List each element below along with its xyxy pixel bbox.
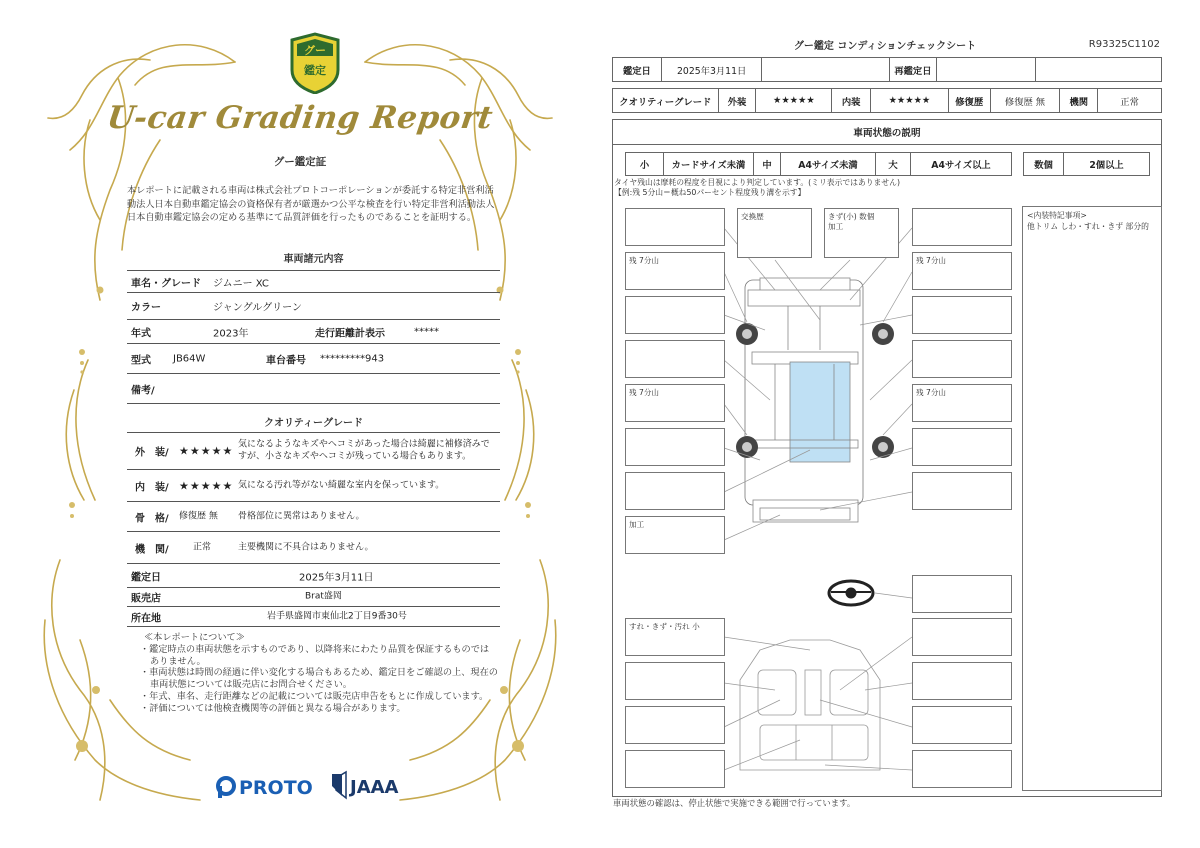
model-value: JB64W bbox=[173, 353, 206, 364]
info-row-dealer bbox=[127, 588, 500, 607]
tire-rr-text: 残 7分山 bbox=[916, 388, 947, 397]
condition-box-tire-fr bbox=[912, 252, 1012, 290]
sheet-title: グー鑑定 コンディションチェックシート bbox=[793, 41, 977, 52]
date-value: 2025年3月11日 bbox=[299, 572, 374, 583]
redate-label: 再鑑定日 bbox=[890, 58, 937, 81]
tire-rl-text: 残 7分山 bbox=[629, 388, 660, 397]
condition-box bbox=[912, 706, 1012, 744]
frame-label: 骨 格/ bbox=[135, 513, 169, 524]
count-desc: 2個以上 bbox=[1089, 160, 1124, 171]
redate-value bbox=[937, 58, 1037, 81]
rear-proc-text: 加工 bbox=[629, 520, 645, 529]
spec-title: 車両諸元内容 bbox=[283, 254, 344, 265]
goo-kantei-badge bbox=[287, 32, 343, 94]
condition-box-exchange bbox=[737, 208, 812, 258]
model-label: 型式 bbox=[131, 355, 151, 366]
condition-box bbox=[912, 750, 1012, 788]
date-label: 鑑定日 bbox=[131, 572, 161, 583]
sheet-interior-label: 内装 bbox=[832, 89, 871, 112]
condition-box-rear-proc bbox=[625, 516, 725, 554]
tire-note-line-2: 【例:残 5分山＝概ね50パーセント程度残り溝を示す】 bbox=[614, 188, 806, 197]
grade-row-exterior bbox=[127, 432, 500, 470]
size-large-label: 大 bbox=[876, 153, 911, 175]
size-mid-label: 中 bbox=[754, 153, 781, 175]
proto-logo bbox=[215, 772, 325, 800]
exterior-label: 外 装/ bbox=[135, 447, 169, 459]
condition-box bbox=[912, 208, 1012, 246]
scratch-text: きず(小) 数個 bbox=[828, 212, 875, 221]
dealer-label: 販売店 bbox=[131, 593, 161, 605]
quality-grade-label: クオリティーグレード bbox=[613, 89, 719, 112]
exterior-stars: ★★★★★ bbox=[179, 444, 234, 458]
engine-label: 機 関/ bbox=[135, 544, 169, 555]
certificate-subtitle: グー鑑定証 bbox=[273, 156, 327, 168]
spec-row-year bbox=[127, 320, 500, 344]
jaaa-logo bbox=[328, 770, 408, 800]
jaaa-logo-text: JAAA bbox=[350, 777, 399, 798]
chassis-value: *********943 bbox=[320, 353, 385, 364]
condition-box bbox=[625, 662, 725, 700]
year-label: 年式 bbox=[131, 328, 151, 339]
sheet-exterior-label: 外装 bbox=[719, 89, 757, 112]
condition-box bbox=[625, 296, 725, 334]
address-value: 岩手県盛岡市東仙北2丁目9番30号 bbox=[267, 610, 407, 621]
count-legend bbox=[1023, 152, 1150, 176]
condition-box-tire-fl bbox=[625, 252, 725, 290]
grade-grid bbox=[612, 88, 1162, 113]
engine-value: 正常 bbox=[193, 541, 212, 552]
address-label: 所在地 bbox=[131, 613, 161, 624]
condition-box bbox=[912, 428, 1012, 466]
condition-box bbox=[912, 472, 1012, 510]
frame-desc: 骨格部位に異常はありません。 bbox=[238, 510, 365, 521]
spec-row-color bbox=[127, 293, 500, 320]
interior-desc: 気になる汚れ等がない綺麗な室内を保っています。 bbox=[238, 479, 445, 490]
sheet-footer: 車両状態の確認は、停止状態で実施できる範囲で行っています。 bbox=[613, 798, 856, 808]
badge-text: 鑑定 bbox=[304, 64, 326, 77]
spec-row-remarks bbox=[127, 374, 500, 404]
tire-fr-text: 残 7分山 bbox=[916, 256, 947, 265]
condition-box bbox=[625, 340, 725, 378]
remarks-text: 他トリム しわ・すれ・きず 部分的 bbox=[1027, 222, 1149, 231]
condition-box bbox=[912, 618, 1012, 656]
exterior-desc: 気になるようなキズやヘコミがあった場合は綺麗に補修済みですが、小さなキズやヘコミが残っている場合もあります。 bbox=[238, 439, 490, 461]
condition-box bbox=[625, 472, 725, 510]
condition-box bbox=[625, 750, 725, 788]
tire-note bbox=[614, 178, 900, 198]
condition-box bbox=[912, 662, 1012, 700]
count-label: 数個 bbox=[1024, 153, 1064, 175]
dealer-value: Brat盛岡 bbox=[305, 591, 342, 602]
note-item: ・車両状態は時間の経過に伴い変化する場合もあるため、鑑定日をご確認の上、現在の車両状態については販売店にお問合せください。 bbox=[140, 667, 498, 691]
tire-note-line-1: タイヤ残山は摩耗の程度を目視により判定しています。(ミリ表示ではありません) bbox=[614, 178, 900, 187]
sheet-engine-value: 正常 bbox=[1120, 96, 1139, 108]
svg-text:グー: グー bbox=[304, 44, 326, 57]
condition-check-sheet bbox=[600, 0, 1200, 848]
size-mid-desc: A4サイズ未満 bbox=[781, 153, 876, 175]
interior-remarks bbox=[1022, 206, 1162, 791]
condition-box bbox=[625, 428, 725, 466]
scratch-proc-text: 加工 bbox=[828, 222, 844, 231]
sheet-exterior-stars: ★★★★★ bbox=[756, 89, 832, 112]
tire-fl-text: 残 7分山 bbox=[629, 256, 660, 265]
date-grid bbox=[612, 57, 1162, 82]
sheet-repair-label: 修復歴 bbox=[949, 89, 991, 112]
frame-value: 修復歴 無 bbox=[179, 510, 218, 521]
exchange-text: 交換歴 bbox=[741, 212, 764, 221]
remarks-label: 備考/ bbox=[131, 385, 155, 396]
certificate-intro: 本レポートに記載される車両は株式会社プロトコーポレーションが委託する特定非営利活動法人日本自動車鑑定協会の資格保有者が厳選かつ公平な検査を行い特定非営利活動法人日本自動車鑑定協会の定める基準にて品質評価を行ったものであることを証明する。 bbox=[127, 185, 495, 223]
sheet-interior-stars: ★★★★★ bbox=[871, 89, 949, 112]
interior-condition-text: すれ・きず・汚れ 小 bbox=[629, 622, 700, 631]
grade-date-value: 2025年3月11日 bbox=[662, 58, 763, 81]
condition-box bbox=[912, 296, 1012, 334]
spec-row-car bbox=[127, 270, 500, 293]
info-row-address bbox=[127, 607, 500, 627]
chassis-label: 車台番号 bbox=[266, 355, 306, 366]
size-large-desc: A4サイズ以上 bbox=[931, 160, 991, 171]
condition-box-tire-rl bbox=[625, 384, 725, 422]
car-name-label: 車名・グレード bbox=[131, 278, 201, 289]
condition-box-scratch bbox=[824, 208, 899, 258]
grade-date-label: 鑑定日 bbox=[613, 58, 662, 81]
sheet-engine-label: 機関 bbox=[1060, 89, 1098, 112]
report-title: U-car Grading Report bbox=[104, 100, 496, 136]
explain-title: 車両状態の説明 bbox=[613, 120, 1161, 145]
size-legend bbox=[625, 152, 1012, 176]
empty-cell bbox=[1036, 58, 1161, 81]
report-notes bbox=[138, 632, 498, 715]
car-name-value: ジムニー XC bbox=[213, 278, 269, 289]
sheet-id: R93325C1102 bbox=[1088, 39, 1160, 50]
condition-box bbox=[625, 706, 725, 744]
empty-cell bbox=[762, 58, 890, 81]
notes-title: ≪本レポートについて≫ bbox=[144, 632, 245, 643]
condition-box bbox=[625, 208, 725, 246]
mileage-value: ***** bbox=[414, 326, 439, 337]
grade-row-engine bbox=[127, 532, 500, 564]
condition-box-tire-rr bbox=[912, 384, 1012, 422]
year-value: 2023年 bbox=[213, 328, 249, 339]
mileage-label: 走行距離計表示 bbox=[315, 328, 385, 339]
note-item: ・評価については他検査機関等の評価と異なる場合があります。 bbox=[140, 702, 406, 714]
grade-row-interior bbox=[127, 470, 500, 502]
grade-row-frame bbox=[127, 502, 500, 532]
grade-title: クオリティーグレード bbox=[264, 418, 363, 429]
spec-row-model bbox=[127, 344, 500, 374]
proto-logo-text: PROTO bbox=[239, 777, 313, 799]
size-small-label: 小 bbox=[626, 153, 664, 175]
interior-label: 内 装/ bbox=[135, 482, 169, 493]
condition-box-interior bbox=[625, 618, 725, 656]
sheet-repair-value: 修復歴 無 bbox=[991, 89, 1061, 112]
condition-box bbox=[912, 340, 1012, 378]
engine-desc: 主要機関に不具合はありません。 bbox=[238, 541, 374, 552]
note-item: ・鑑定時点の車両状態を示すものであり、以降将来にわたり品質を保証するものではありません。 bbox=[140, 643, 490, 667]
color-label: カラー bbox=[131, 302, 161, 314]
condition-box bbox=[912, 575, 1012, 613]
remarks-title: <内装特記事項> bbox=[1027, 211, 1087, 220]
color-value: ジャングルグリーン bbox=[213, 302, 302, 314]
interior-stars: ★★★★★ bbox=[179, 479, 234, 492]
info-row-date bbox=[127, 564, 500, 588]
note-item: ・年式、車名、走行距離などの記載については販売店申告をもとに作成しています。 bbox=[140, 690, 489, 702]
size-small-desc: カードサイズ未満 bbox=[664, 153, 754, 175]
